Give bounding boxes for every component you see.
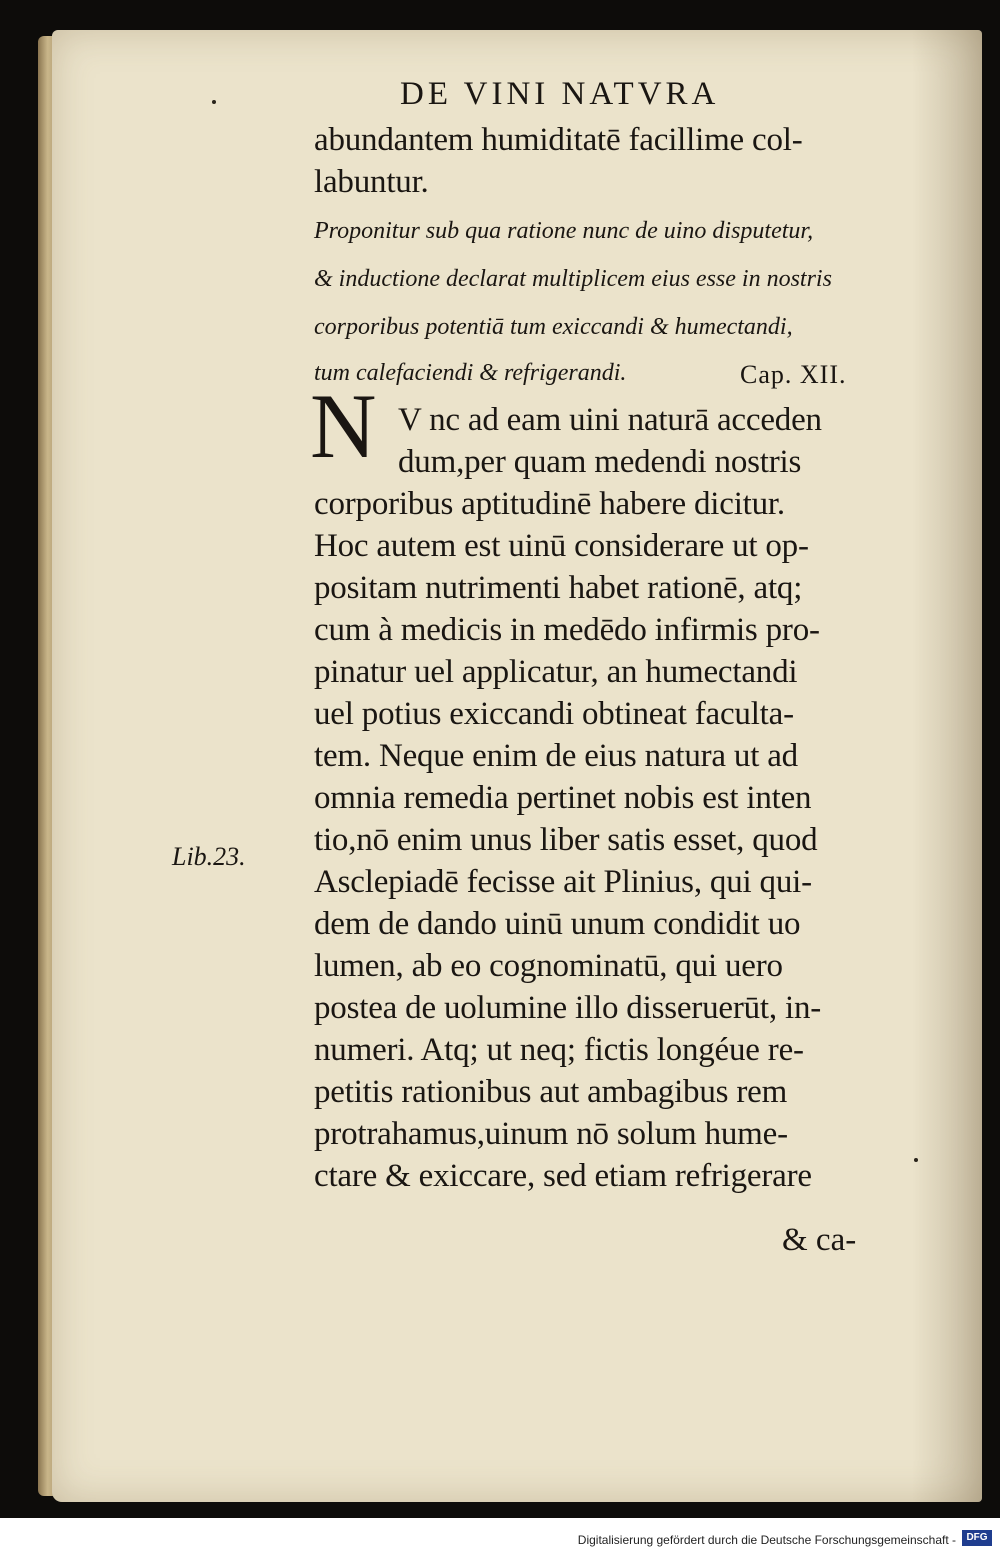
text-line: tem. Neque enim de eius natura ut ad (314, 738, 798, 774)
text-line: abundantem humiditatē facillime col- (314, 122, 803, 158)
text-line: ctare & exiccare, sed etiam refrigerare (314, 1158, 812, 1194)
chapter-summary-line: & inductione declarat multiplicem eius esse in nostris (314, 266, 832, 292)
text-line: lumen, ab eo cognominatū, qui uero (314, 948, 783, 984)
drop-capital: N (310, 375, 377, 477)
text-line: numeri. Atq; ut neq; fictis longéue re- (314, 1032, 804, 1068)
text-line: Hoc autem est uinū considerare ut op- (314, 528, 809, 564)
dfg-logo: DFG (962, 1530, 992, 1546)
text-line: dum,per quam medendi nostris (398, 444, 802, 480)
text-line: protrahamus,uinum nō solum hume- (314, 1116, 788, 1152)
text-line: Asclepiadē fecisse ait Plinius, qui qui- (314, 864, 812, 900)
text-line: cum à medicis in medēdo infirmis pro- (314, 612, 820, 648)
chapter-label: Cap. XII. (740, 360, 847, 389)
running-title: DE VINI NATVRA (400, 76, 720, 112)
text-line: corporibus aptitudinē habere dicitur. (314, 486, 785, 522)
text-line: V nc ad eam uini naturā acceden (398, 402, 822, 438)
text-line: postea de uolumine illo disseruerūt, in- (314, 990, 822, 1026)
marginal-note: Lib.23. (172, 842, 246, 871)
text-line: dem de dando uinū unum condidit uo (314, 906, 801, 942)
text-line: tio,nō enim unus liber satis esset, quod (314, 822, 818, 858)
chapter-summary-line: corporibus potentiā tum exiccandi & humectandi, (314, 314, 793, 340)
funding-credit: Digitalisierung gefördert durch die Deutsche Forschungsgemeinschaft - (577, 1533, 956, 1547)
book-page (52, 30, 982, 1502)
text-line: petitis rationibus aut ambagibus rem (314, 1074, 788, 1110)
gutter-shadow (912, 30, 982, 1502)
text-line: pinatur uel applicatur, an humectandi (314, 654, 798, 690)
text-line: uel potius exiccandi obtineat faculta- (314, 696, 794, 732)
text-line: positam nutrimenti habet rationē, atq; (314, 570, 803, 606)
catchword: & ca- (782, 1222, 857, 1258)
chapter-summary-line: tum calefaciendi & refrigerandi. (314, 360, 627, 386)
ink-speck (212, 100, 216, 104)
footer-bar (0, 1518, 1000, 1556)
text-line: labuntur. (314, 164, 429, 200)
ink-speck (914, 1158, 918, 1162)
text-line: omnia remedia pertinet nobis est inten (314, 780, 812, 816)
chapter-summary-line: Proponitur sub qua ratione nunc de uino disputetur, (314, 218, 814, 244)
